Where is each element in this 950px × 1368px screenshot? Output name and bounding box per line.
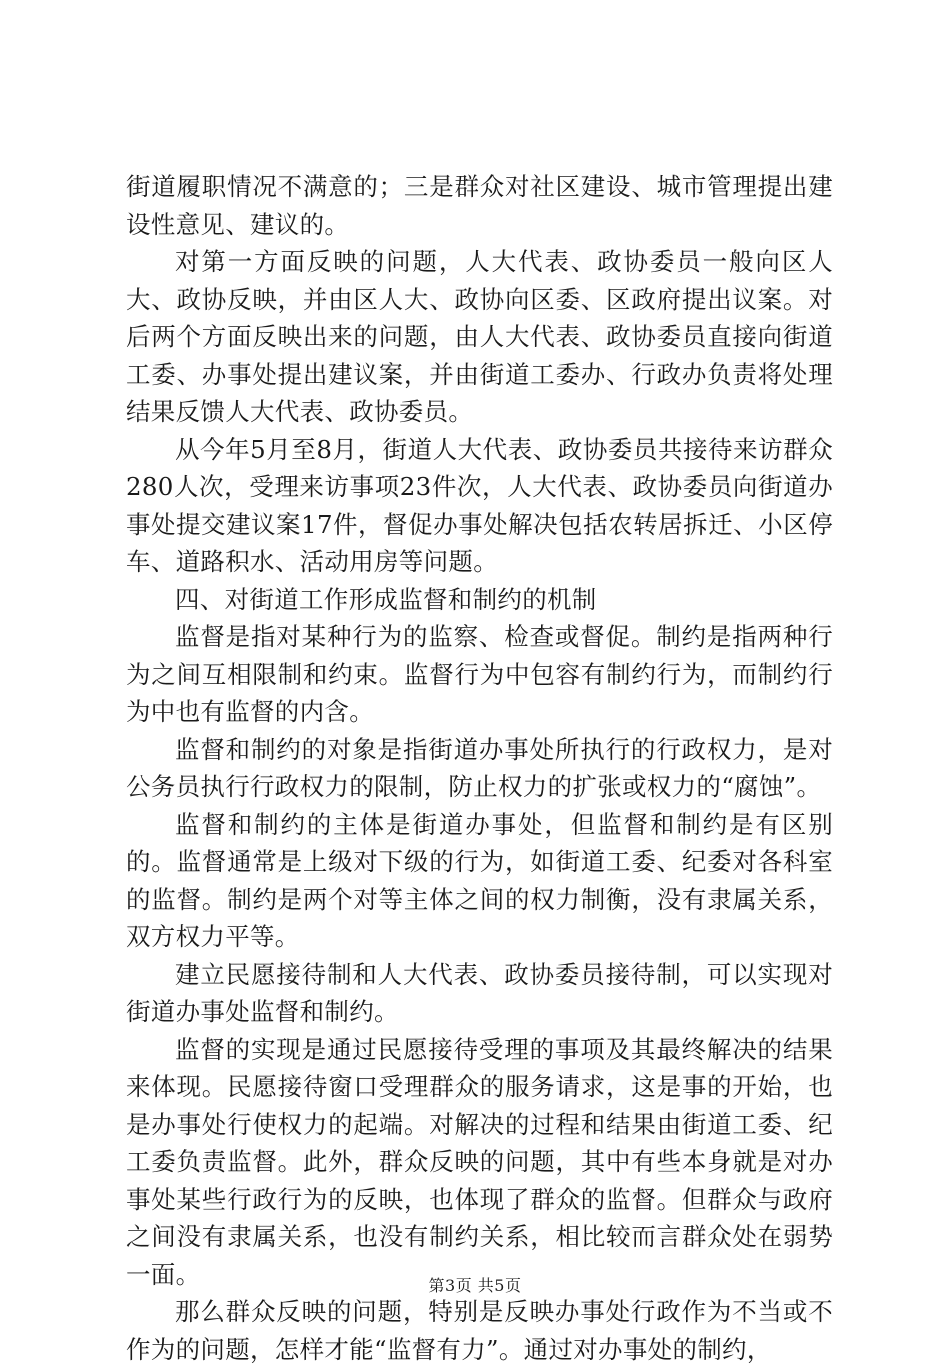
paragraph: 监督和制约的主体是街道办事处，但监督和制约是有区别的。监督通常是上级对下级的行为，如街道工委、纪委对各科室的监督。制约是两个对等主体之间的权力制衡，没有隶属关系，双方权力平等。 [126, 809, 833, 951]
paragraph: 监督是指对某种行为的监察、检查或督促。制约是指两种行为之间互相限制和约束。监督行为中包容有制约行为，而制约行为中也有监督的内含。 [126, 622, 833, 726]
page-number-footer: 第3页 共5页 [428, 1276, 522, 1295]
paragraph: 对第一方面反映的问题，人大代表、政协委员一般向区人大、政协反映，并由区人大、政协向区委、区政府提出议案。对后两个方面反映出来的问题，由人大代表、政协委员直接向街道工委、办事处提出建议案，并由街道工委办、行政办负责将处理结果反馈人大代表、政协委员。 [126, 247, 833, 426]
paragraph: 监督和制约的对象是指街道办事处所执行的行政权力，是对公务员执行行政权力的限制，防止权力的扩张或权力的“腐蚀”。 [126, 734, 833, 801]
paragraph: 监督的实现是通过民愿接待受理的事项及其最终解决的结果来体现。民愿接待窗口受理群众的服务请求，这是事的开始，也是办事处行使权力的起端。对解决的过程和结果由街道工委、纪工委负责监督。此外，群众反映的问题，其中有些本身就是对办事处某些行政行为的反映，也体现了群众的监督。但群众与政府之间没有隶属关系，也没有制约关系，相比较而言群众处在弱势一面。 [126, 1034, 833, 1289]
section-heading: 四、对街道工作形成监督和制约的机制 [175, 584, 597, 614]
paragraph: 街道履职情况不满意的；三是群众对社区建设、城市管理提出建设性意见、建议的。 [126, 172, 833, 239]
paragraph: 建立民愿接待制和人大代表、政协委员接待制，可以实现对街道办事处监督和制约。 [126, 959, 833, 1026]
document-body [126, 168, 833, 1368]
paragraph: 那么群众反映的问题，特别是反映办事处行政作为不当或不作为的问题，怎样才能“监督有力”。通过对办事处的制约， [126, 1297, 833, 1364]
paragraph: 从今年5月至8月，街道人大代表、政协委员共接待来访群众280人次，受理来访事项23件次，人大代表、政协委员向街道办事处提交建议案17件，督促办事处解决包括农转居拆迁、小区停车、道路积水、活动用房等问题。 [126, 434, 833, 576]
